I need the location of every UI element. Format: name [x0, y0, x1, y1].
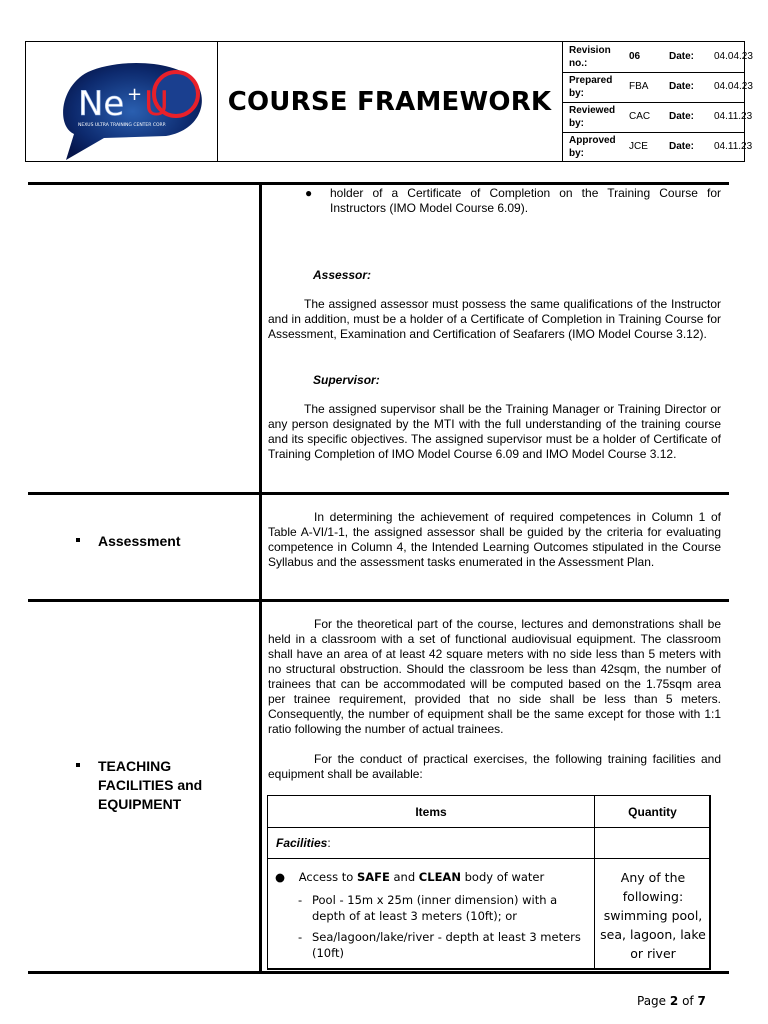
facilities-text-2: For the conduct of practical exercises, the following training facilities and equipment shall be available:	[268, 752, 721, 781]
facilities-table	[267, 795, 711, 970]
dash-icon: -	[298, 930, 303, 944]
prepared-label: Prepared by:	[569, 75, 613, 99]
assessor-heading: Assessor:	[313, 268, 372, 282]
items-column-header: Items	[415, 804, 447, 819]
facilities-subheading-text: Facilities	[276, 836, 328, 850]
instructor-bullet	[305, 186, 721, 216]
water-access-suffix: body of water	[464, 870, 545, 884]
clean-keyword: CLEAN	[418, 870, 461, 884]
svg-text:Ne: Ne	[78, 84, 125, 124]
revision-block	[562, 42, 753, 161]
bullet-dot-icon: ●	[305, 186, 313, 200]
current-page: 2	[669, 994, 679, 1008]
reviewed-label: Reviewed by:	[569, 105, 616, 129]
assessor-paragraph	[268, 297, 721, 342]
approved-label: Approved by:	[569, 135, 616, 159]
table-row-divider	[268, 827, 710, 828]
approved-row	[562, 132, 753, 162]
quantity-cell: Any of the following: swimming pool, sea, lagoon, lake or river	[600, 870, 706, 961]
revision-row	[562, 42, 753, 73]
revision-value: 06	[629, 51, 641, 62]
prepared-value: FBA	[629, 81, 649, 92]
prepared-date: 04.04.23	[714, 81, 753, 92]
document-title: COURSE FRAMEWORK	[227, 86, 552, 117]
safe-keyword: SAFE	[356, 870, 390, 884]
column-divider	[259, 183, 262, 974]
dash-icon: -	[298, 893, 303, 907]
revision-label: Revision no.:	[569, 45, 611, 69]
and-word: and	[393, 870, 416, 884]
sea-sub-item-text: Sea/lagoon/lake/river - depth at least 3 meters (10ft)	[312, 930, 581, 960]
date-label: Date:	[669, 81, 695, 92]
prepared-row	[562, 72, 753, 103]
date-label: Date:	[669, 141, 695, 152]
approved-date: 04.11.23	[714, 141, 753, 152]
table-row-divider	[268, 858, 710, 859]
row-divider	[28, 599, 729, 602]
page-label: Page	[637, 994, 667, 1008]
company-logo	[26, 42, 217, 161]
total-pages: 7	[697, 994, 706, 1008]
facilities-label: TEACHING FACILITIES and EQUIPMENT	[98, 758, 203, 812]
table-top-rule	[28, 182, 729, 185]
facilities-paragraph-2	[268, 752, 721, 782]
supervisor-paragraph	[268, 402, 721, 462]
reviewed-row	[562, 102, 753, 133]
assessment-text: In determining the achievement of required competences in Column 1 of Table A-VI/1-1, the assigned assessor shall be guided by the criteria for evaluating competence in Column 4, the Intended Learning Outcomes stipulated in the Course Syllabus and the assessment tasks enumerated in the Assessment Plan.	[268, 510, 721, 569]
quantity-column-header: Quantity	[628, 804, 677, 819]
reviewed-value: CAC	[629, 111, 651, 122]
facilities-text-1: For the theoretical part of the course, lectures and demonstrations shall be held in a classroom with a set of functional audiovisual equipment. The classroom shall have an area of at least 42 square meters with no side less than 5 meters with no structural obstruction. Should the classroom be less than 42sqm, the number of trainees that can be accommodated will be computed based on the 1.75sqm area per trainee requirement, provided that no side shall be less than 5 meters. Consequently, the number of equipment shall be the same except for those with 1:1 ratio following the number of actual trainees.	[268, 617, 721, 736]
row-divider	[28, 492, 729, 495]
date-label: Date:	[669, 111, 695, 122]
water-access-prefix: Access to	[298, 870, 354, 884]
supervisor-heading: Supervisor:	[313, 373, 380, 387]
document-title-cell	[217, 42, 563, 161]
document-header	[25, 41, 753, 162]
assessment-paragraph	[268, 510, 721, 570]
pool-sub-item	[298, 892, 588, 924]
sea-sub-item	[298, 929, 588, 961]
facilities-paragraph-1	[268, 617, 721, 737]
instructor-bullet-text: holder of a Certificate of Completion on the Training Course for Instructors (IMO Model Course 6.09).	[330, 186, 721, 215]
table-bottom-rule	[28, 971, 729, 974]
of-label: of	[682, 994, 694, 1008]
assessor-text: The assigned assessor must possess the same qualifications of the Instructor and in addition, must be a holder of a Certificate of Completion in Training Course for Assessment, Examination and Certification of Seafarers (IMO Model Course 3.12).	[268, 297, 721, 341]
date-label: Date:	[669, 51, 695, 62]
water-access-item	[275, 869, 544, 885]
square-bullet-icon	[76, 538, 80, 542]
facilities-subheading: Facilities:	[276, 836, 331, 850]
svg-text:U: U	[144, 84, 169, 124]
logo-cell	[26, 42, 218, 161]
reviewed-date: 04.11.23	[714, 111, 753, 122]
assessment-label: Assessment	[98, 533, 181, 549]
page-number	[637, 994, 706, 1008]
approved-value: JCE	[629, 141, 648, 152]
pool-sub-item-text: Pool - 15m x 25m (inner dimension) with a depth of at least 3 meters (10ft); or	[312, 893, 558, 923]
svg-text:NEXUS ULTRA TRAINING CENTER CO: NEXUS ULTRA TRAINING CENTER CORP.	[78, 123, 167, 128]
square-bullet-icon	[76, 763, 80, 767]
bullet-dot-icon: ●	[275, 870, 286, 884]
svg-text:+: +	[127, 84, 143, 105]
revision-date: 04.04.23	[714, 51, 753, 62]
supervisor-text: The assigned supervisor shall be the Training Manager or Training Director or any person designated by the MTI with the full understanding of the training course and its specific objectives. The assigned supervisor must be a holder of Certificate of Training Completion of IMO Model Course 6.09 and IMO Model Course 3.12.	[268, 402, 721, 461]
table-column-divider	[594, 796, 595, 969]
